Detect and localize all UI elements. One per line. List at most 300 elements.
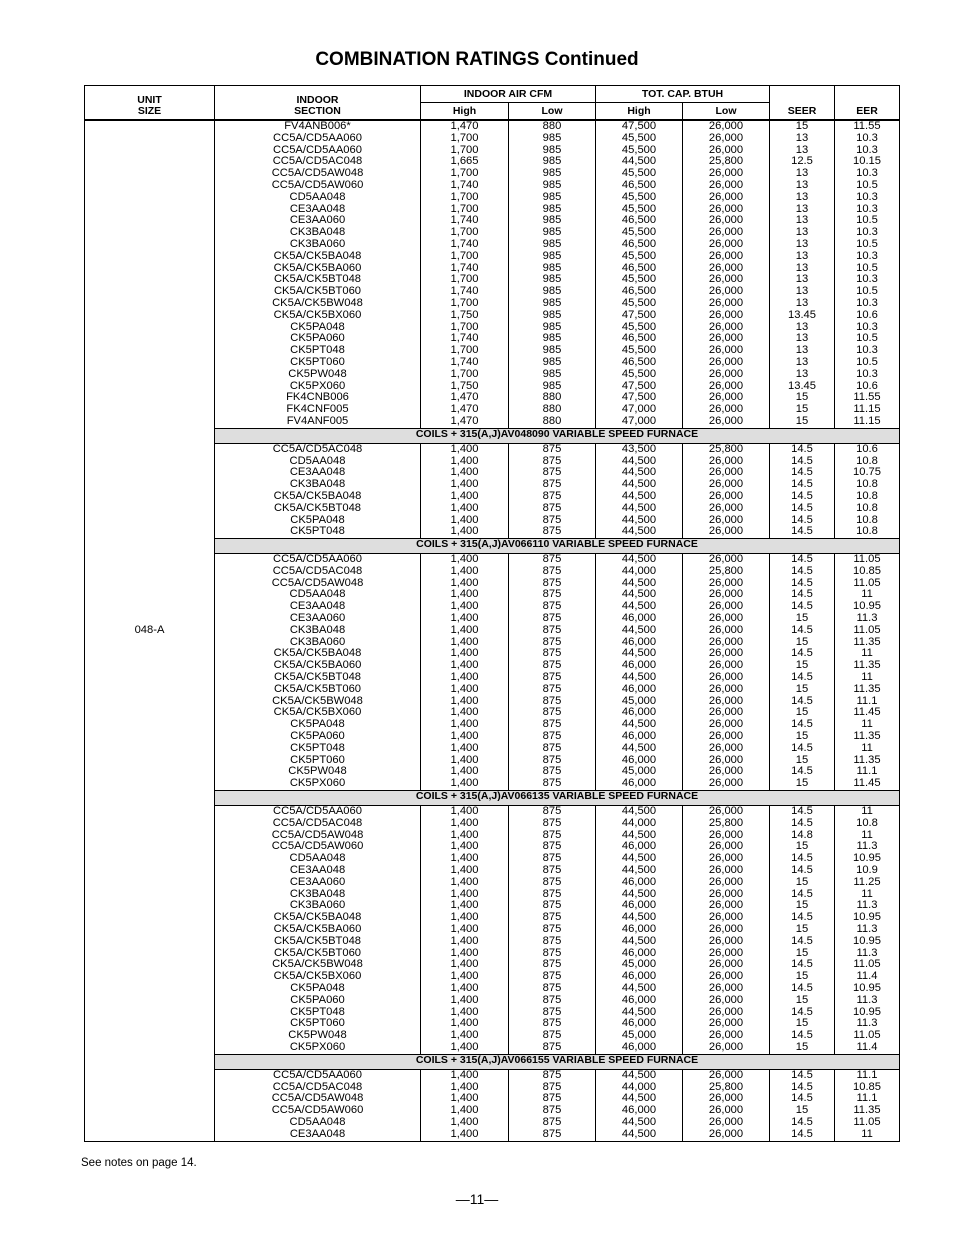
header-indoor-air-cfm: INDOOR AIR CFM [421, 86, 596, 103]
seer-value: 14.5 [791, 489, 813, 502]
cfm-high-value: 1,400 [450, 946, 479, 959]
cap-low-value: 26,000 [708, 1040, 744, 1053]
seer-value: 14.5 [791, 741, 813, 754]
indoor-section-value: CD5AA048 [289, 1115, 346, 1128]
seer-value: 14.5 [791, 911, 813, 924]
seer-value: 15 [795, 753, 809, 766]
seer-value: 13 [795, 190, 809, 203]
cfm-high-value: 1,700 [450, 143, 479, 156]
eer-value: 11.05 [853, 553, 881, 566]
indoor-section-value: CK5PW048 [288, 367, 347, 380]
cap-high-column [596, 554, 683, 791]
cap-low-value: 26,000 [708, 414, 744, 427]
cap-high-column [596, 120, 683, 428]
section-caption: COILS + 315(A,J)AV066135 VARIABLE SPEED FURNACE [215, 791, 900, 806]
eer-value: 10.3 [856, 167, 878, 180]
eer-value: 10.3 [856, 249, 878, 262]
cfm-high-value: 1,400 [450, 828, 479, 841]
cfm-high-value: 1,400 [450, 659, 479, 672]
seer-value: 14.5 [791, 513, 813, 526]
cfm-low-value: 875 [542, 1115, 562, 1128]
indoor-section-value: CC5A/CD5AA060 [273, 553, 362, 566]
cfm-low-value: 875 [542, 1005, 562, 1018]
cap-high-value: 45,000 [621, 1029, 657, 1042]
indoor-section-column [215, 120, 421, 428]
cap-low-value: 26,000 [708, 285, 744, 298]
cap-high-value: 44,000 [621, 1080, 657, 1093]
eer-value: 10.85 [853, 564, 881, 577]
indoor-section-value: CK5A/CK5BT060 [273, 946, 362, 959]
cap-high-value: 46,000 [621, 635, 657, 648]
cfm-high-value: 1,400 [450, 682, 479, 695]
eer-value: 10.95 [853, 981, 881, 994]
cap-low-value: 26,000 [708, 296, 744, 309]
cap-low-value: 26,000 [708, 466, 744, 479]
cap-high-value: 46,500 [621, 214, 657, 227]
cfm-low-value: 985 [542, 285, 562, 298]
cfm-low-value: 880 [542, 414, 562, 427]
cap-high-value: 44,500 [621, 934, 657, 947]
seer-value: 15 [795, 612, 809, 625]
cap-high-value: 46,000 [621, 730, 657, 743]
cap-high-value: 44,500 [621, 981, 657, 994]
seer-value: 13 [795, 344, 809, 357]
cap-low-value: 26,000 [708, 730, 744, 743]
cap-high-value: 45,000 [621, 694, 657, 707]
cap-high-value: 44,500 [621, 623, 657, 636]
cap-low-value: 26,000 [708, 367, 744, 380]
cfm-high-value: 1,400 [450, 513, 479, 526]
cap-low-value: 26,000 [708, 190, 744, 203]
cap-high-value: 46,000 [621, 706, 657, 719]
indoor-section-value: CK5PX060 [289, 1040, 346, 1053]
cfm-low-value: 875 [542, 1069, 562, 1081]
cfm-high-value: 1,400 [450, 1069, 479, 1081]
cfm-low-column [509, 806, 596, 1055]
cap-high-value: 45,500 [621, 367, 657, 380]
cap-low-column [683, 443, 770, 538]
cap-low-value: 26,000 [708, 659, 744, 672]
indoor-section-value: CC5A/CD5AA060 [273, 805, 362, 818]
indoor-section-value: CC5A/CD5AW048 [271, 828, 364, 841]
cap-low-value: 26,000 [708, 1069, 744, 1081]
seer-value: 14.5 [791, 576, 813, 589]
eer-value: 11.55 [853, 391, 881, 404]
seer-value: 14.5 [791, 864, 813, 877]
indoor-section-value: CK5A/CK5BT048 [273, 501, 362, 514]
cap-low-value: 26,000 [708, 1029, 744, 1042]
indoor-section-value: CC5A/CD5AA060 [273, 143, 362, 156]
cfm-high-value: 1,400 [450, 623, 479, 636]
eer-value: 10.3 [856, 296, 878, 309]
seer-value: 14.5 [791, 647, 813, 660]
indoor-section-value: FK4CNB006 [286, 391, 349, 404]
eer-value: 10.8 [856, 454, 878, 467]
cap-low-column [683, 120, 770, 428]
cfm-high-value: 1,400 [450, 553, 479, 566]
cfm-low-value: 875 [542, 777, 562, 790]
eer-value: 10.3 [856, 202, 878, 215]
cap-high-value: 45,000 [621, 958, 657, 971]
seer-value: 14.5 [791, 694, 813, 707]
cfm-low-value: 985 [542, 214, 562, 227]
cap-low-value: 26,000 [708, 706, 744, 719]
cap-low-value: 26,000 [708, 226, 744, 239]
seer-value: 13 [795, 143, 809, 156]
cap-low-value: 25,800 [708, 155, 744, 168]
cfm-high-value: 1,740 [450, 285, 479, 298]
seer-value: 14.5 [791, 981, 813, 994]
indoor-section-value: CE3AA060 [289, 612, 346, 625]
seer-value: 14.5 [791, 600, 813, 613]
indoor-section-value: FV4ANF005 [286, 414, 349, 427]
eer-value: 11.15 [853, 414, 881, 427]
eer-value: 11.4 [856, 1040, 878, 1053]
cfm-high-column [421, 120, 509, 428]
cfm-high-value: 1,700 [450, 202, 479, 215]
indoor-section-value: CE3AA048 [289, 202, 346, 215]
indoor-section-value: CC5A/CD5AC048 [272, 443, 363, 455]
indoor-section-value: CK3BA060 [289, 237, 346, 250]
cfm-high-value: 1,470 [450, 414, 479, 427]
cap-high-value: 47,500 [621, 391, 657, 404]
indoor-section-value: CK3BA048 [289, 623, 346, 636]
cfm-low-value: 985 [542, 131, 562, 144]
indoor-section-value: CD5AA048 [289, 588, 346, 601]
seer-value: 14.5 [791, 466, 813, 479]
cfm-low-value: 875 [542, 852, 562, 865]
cap-low-value: 26,000 [708, 237, 744, 250]
cap-low-value: 26,000 [708, 694, 744, 707]
cfm-high-value: 1,700 [450, 320, 479, 333]
cap-low-value: 26,000 [708, 899, 744, 912]
cap-low-value: 25,800 [708, 443, 744, 455]
cfm-high-value: 1,740 [450, 261, 479, 274]
eer-value: 10.5 [856, 355, 878, 368]
cfm-low-value: 880 [542, 403, 562, 416]
indoor-section-value: CK5A/CK5BA048 [273, 489, 362, 502]
cfm-high-value: 1,400 [450, 816, 479, 829]
eer-value: 10.8 [856, 489, 878, 502]
cap-high-value: 45,500 [621, 273, 657, 286]
cap-low-value: 26,000 [708, 958, 744, 971]
seer-value: 14.5 [791, 671, 813, 684]
cap-low-value: 26,000 [708, 671, 744, 684]
eer-value: 11.45 [853, 777, 881, 790]
indoor-section-value: CK3BA060 [289, 635, 346, 648]
eer-value: 10.3 [856, 143, 878, 156]
header-indoor-section [215, 86, 421, 121]
cfm-low-value: 875 [542, 911, 562, 924]
indoor-section-value: CK5A/CK5BX060 [273, 706, 362, 719]
indoor-section-value: CE3AA048 [289, 466, 346, 479]
header-tot-cap-btuh: TOT. CAP. BTUH [596, 86, 770, 103]
eer-value: 11 [861, 805, 873, 818]
cap-high-value: 44,500 [621, 741, 657, 754]
eer-value: 10.95 [853, 600, 881, 613]
cfm-high-value: 1,700 [450, 226, 479, 239]
eer-value: 11.3 [856, 612, 878, 625]
cfm-low-value: 875 [542, 443, 562, 455]
cap-high-value: 47,500 [621, 379, 657, 392]
cfm-low-value: 875 [542, 923, 562, 935]
seer-value: 15 [795, 970, 809, 983]
cfm-low-value: 875 [542, 1092, 562, 1105]
cfm-high-value: 1,400 [450, 1040, 479, 1053]
cap-low-value: 26,000 [708, 864, 744, 877]
cap-low-value: 26,000 [708, 635, 744, 648]
indoor-section-value: CK3BA060 [289, 899, 346, 912]
cfm-low-value: 875 [542, 1017, 562, 1030]
eer-value: 11.3 [856, 993, 878, 1006]
cfm-high-value: 1,400 [450, 478, 479, 491]
cfm-low-value: 875 [542, 765, 562, 778]
cap-low-value: 26,000 [708, 946, 744, 959]
eer-value: 11 [861, 718, 873, 731]
eer-value: 10.5 [856, 178, 878, 191]
cap-low-value: 26,000 [708, 320, 744, 333]
seer-value: 14.5 [791, 623, 813, 636]
eer-value: 11.3 [856, 1017, 878, 1030]
seer-value: 14.5 [791, 1080, 813, 1093]
cap-low-value: 26,000 [708, 981, 744, 994]
cap-high-value: 47,000 [621, 414, 657, 427]
indoor-section-value: CE3AA060 [289, 214, 346, 227]
eer-value: 10.6 [856, 443, 878, 455]
seer-value: 15 [795, 706, 809, 719]
cap-high-value: 44,500 [621, 1127, 657, 1140]
indoor-section-value: FV4ANB006* [284, 120, 351, 132]
seer-value: 15 [795, 923, 809, 935]
indoor-section-value: CK5PA048 [290, 320, 345, 333]
cap-high-value: 44,000 [621, 564, 657, 577]
eer-value: 11.1 [856, 765, 878, 778]
seer-value: 15 [795, 993, 809, 1006]
cfm-low-value: 985 [542, 344, 562, 357]
seer-value: 13 [795, 285, 809, 298]
cap-low-value: 26,000 [708, 923, 744, 935]
eer-value: 10.95 [853, 934, 881, 947]
eer-column [835, 443, 900, 538]
indoor-section-value: CK3BA048 [289, 226, 346, 239]
cap-low-value: 26,000 [708, 1104, 744, 1117]
cap-low-value: 26,000 [708, 344, 744, 357]
cap-low-value: 26,000 [708, 612, 744, 625]
seer-column [770, 554, 835, 791]
cap-high-value: 46,000 [621, 682, 657, 695]
cfm-high-value: 1,400 [450, 576, 479, 589]
cap-low-value: 26,000 [708, 178, 744, 191]
cfm-high-column [421, 554, 509, 791]
eer-value: 11.05 [853, 1029, 881, 1042]
cap-high-value: 44,500 [621, 828, 657, 841]
indoor-section-value: CC5A/CD5AW048 [271, 1092, 364, 1105]
seer-value: 15 [795, 899, 809, 912]
cfm-high-value: 1,400 [450, 1092, 479, 1105]
cap-low-value: 26,000 [708, 167, 744, 180]
cap-low-value: 26,000 [708, 1005, 744, 1018]
seer-value: 15 [795, 840, 809, 853]
eer-value: 10.3 [856, 226, 878, 239]
cfm-low-column [509, 120, 596, 428]
cfm-high-value: 1,740 [450, 332, 479, 345]
cfm-low-value: 875 [542, 635, 562, 648]
cfm-high-column [421, 1069, 509, 1141]
cap-low-value: 26,000 [708, 553, 744, 566]
cfm-high-value: 1,400 [450, 1017, 479, 1030]
indoor-section-column [215, 806, 421, 1055]
seer-value: 13 [795, 167, 809, 180]
indoor-section-value: CK5A/CK5BA060 [273, 659, 362, 672]
indoor-section-value: CK5A/CK5BA060 [273, 923, 362, 935]
seer-value: 14.5 [791, 718, 813, 731]
cap-low-value: 26,000 [708, 1092, 744, 1105]
seer-value: 13 [795, 214, 809, 227]
seer-value: 13 [795, 320, 809, 333]
seer-value: 13.45 [788, 379, 816, 392]
seer-value: 15 [795, 777, 809, 790]
seer-value: 14.5 [791, 816, 813, 829]
cap-high-value: 45,500 [621, 143, 657, 156]
cfm-high-value: 1,400 [450, 612, 479, 625]
indoor-section-value: CC5A/CD5AW060 [271, 840, 364, 853]
indoor-section-value: CC5A/CD5AW048 [271, 167, 364, 180]
cfm-low-value: 875 [542, 981, 562, 994]
eer-value: 11.3 [856, 923, 878, 935]
cfm-low-value: 875 [542, 1040, 562, 1053]
cfm-low-value: 875 [542, 993, 562, 1006]
indoor-section-value: CC5A/CD5AC048 [272, 1080, 363, 1093]
indoor-section-value: CK5A/CK5BT060 [273, 682, 362, 695]
cap-low-value: 26,000 [708, 741, 744, 754]
cap-high-value: 46,000 [621, 1104, 657, 1117]
seer-value: 15 [795, 682, 809, 695]
cfm-high-value: 1,700 [450, 131, 479, 144]
seer-value: 13 [795, 332, 809, 345]
cfm-high-value: 1,400 [450, 1029, 479, 1042]
cap-low-value: 26,000 [708, 576, 744, 589]
eer-column [835, 806, 900, 1055]
cfm-low-value: 875 [542, 454, 562, 467]
cfm-low-value: 875 [542, 875, 562, 888]
cfm-low-value: 875 [542, 576, 562, 589]
seer-value: 14.5 [791, 525, 813, 538]
seer-value: 13 [795, 226, 809, 239]
section-caption: COILS + 315(A,J)AV066110 VARIABLE SPEED FURNACE [215, 539, 900, 554]
cap-high-value: 44,500 [621, 805, 657, 818]
indoor-section-value: CK5A/CK5BX060 [273, 970, 362, 983]
indoor-section-value: CK5A/CK5BA048 [273, 647, 362, 660]
seer-value: 13 [795, 296, 809, 309]
header-cfm-high: High [421, 103, 509, 121]
cap-high-value: 46,000 [621, 612, 657, 625]
cap-high-value: 46,500 [621, 355, 657, 368]
cap-high-value: 46,000 [621, 899, 657, 912]
cap-high-value: 44,500 [621, 647, 657, 660]
eer-value: 10.75 [853, 466, 881, 479]
seer-value: 15 [795, 730, 809, 743]
eer-value: 10.3 [856, 131, 878, 144]
eer-value: 11 [861, 647, 873, 660]
eer-value: 10.3 [856, 190, 878, 203]
cfm-low-value: 985 [542, 167, 562, 180]
eer-column [835, 120, 900, 428]
cap-low-value: 26,000 [708, 379, 744, 392]
cfm-low-value: 875 [542, 600, 562, 613]
seer-value: 15 [795, 391, 809, 404]
cap-high-value: 46,500 [621, 237, 657, 250]
indoor-section-value: CK3BA048 [289, 887, 346, 900]
cfm-low-value: 875 [542, 970, 562, 983]
eer-value: 11.05 [853, 958, 881, 971]
cap-high-value: 44,500 [621, 478, 657, 491]
cfm-high-value: 1,400 [450, 958, 479, 971]
seer-value: 13 [795, 367, 809, 380]
cfm-high-value: 1,700 [450, 344, 479, 357]
cfm-low-column [509, 1069, 596, 1141]
cfm-high-value: 1,750 [450, 379, 479, 392]
eer-value: 11.05 [853, 576, 881, 589]
cfm-low-column [509, 554, 596, 791]
cap-high-column [596, 443, 683, 538]
cap-low-value: 26,000 [708, 718, 744, 731]
cfm-high-value: 1,400 [450, 525, 479, 538]
indoor-section-value: CK5PT060 [290, 753, 345, 766]
cfm-high-value: 1,700 [450, 249, 479, 262]
cap-high-value: 46,000 [621, 923, 657, 935]
seer-value: 13 [795, 237, 809, 250]
cap-low-value: 26,000 [708, 753, 744, 766]
seer-value: 15 [795, 403, 809, 416]
cap-high-value: 45,500 [621, 344, 657, 357]
cfm-low-column [509, 443, 596, 538]
cap-low-value: 26,000 [708, 840, 744, 853]
cfm-low-value: 985 [542, 379, 562, 392]
indoor-section-value: CK5PT060 [290, 355, 345, 368]
cfm-high-value: 1,740 [450, 355, 479, 368]
cap-low-value: 26,000 [708, 600, 744, 613]
header-cap-high: High [596, 103, 683, 121]
section-caption: COILS + 315(A,J)AV048090 VARIABLE SPEED FURNACE [215, 428, 900, 443]
header-cap-low: Low [683, 103, 770, 121]
cap-high-value: 44,000 [621, 816, 657, 829]
cap-low-value: 26,000 [708, 332, 744, 345]
cfm-low-value: 880 [542, 120, 562, 132]
seer-value: 15 [795, 875, 809, 888]
eer-value: 11.1 [856, 694, 878, 707]
cap-high-value: 46,000 [621, 777, 657, 790]
cap-high-value: 45,000 [621, 765, 657, 778]
indoor-section-value: CC5A/CD5AW060 [271, 178, 364, 191]
table-body [85, 120, 900, 1141]
cfm-low-value: 875 [542, 706, 562, 719]
cfm-high-value: 1,400 [450, 741, 479, 754]
cfm-high-value: 1,400 [450, 970, 479, 983]
indoor-section-value: CK5PT048 [290, 525, 345, 538]
cfm-low-value: 875 [542, 934, 562, 947]
cap-high-value: 45,500 [621, 131, 657, 144]
eer-column [835, 1069, 900, 1141]
seer-value: 14.5 [791, 564, 813, 577]
cfm-low-value: 985 [542, 226, 562, 239]
cap-low-value: 26,000 [708, 261, 744, 274]
cfm-low-value: 875 [542, 946, 562, 959]
cfm-high-value: 1,740 [450, 178, 479, 191]
eer-value: 11.3 [856, 899, 878, 912]
cfm-high-value: 1,400 [450, 993, 479, 1006]
cfm-low-value: 875 [542, 466, 562, 479]
cap-low-value: 26,000 [708, 143, 744, 156]
